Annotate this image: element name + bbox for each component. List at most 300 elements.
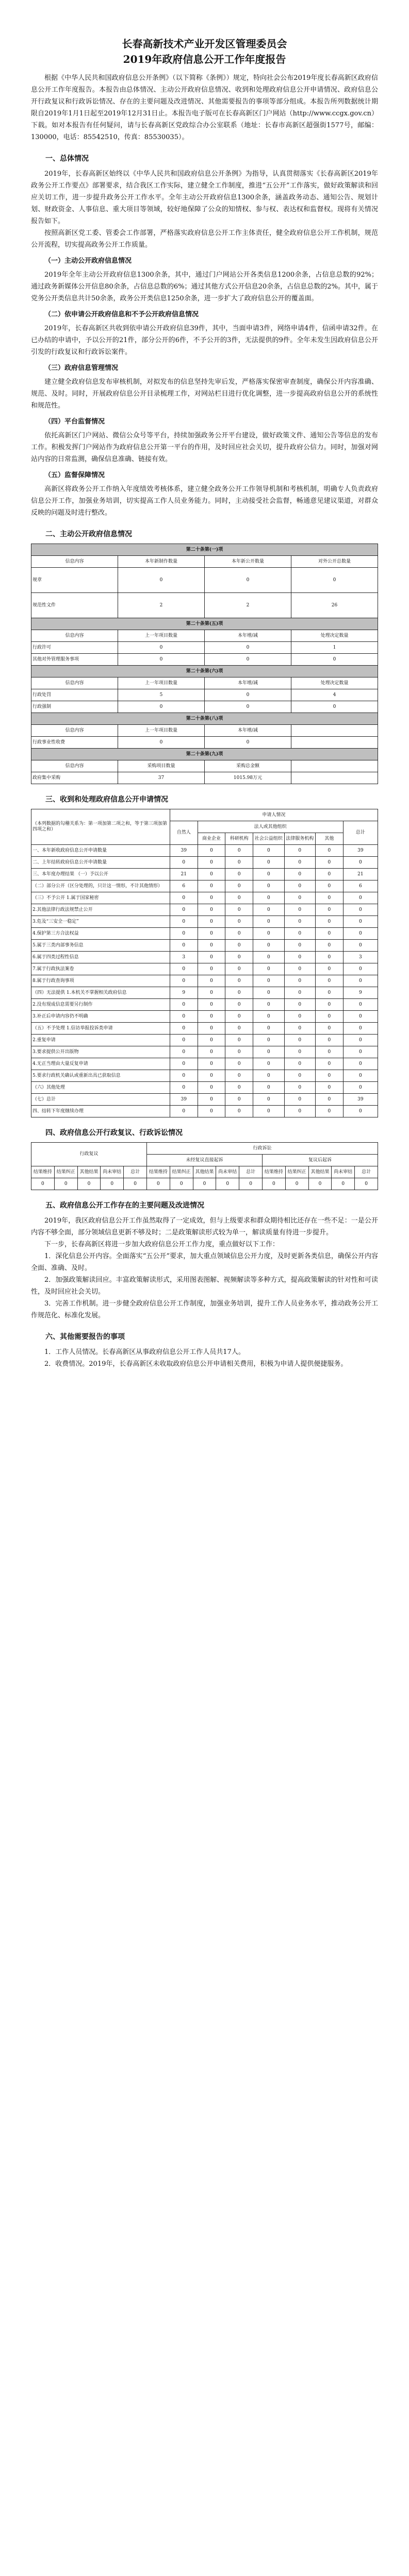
table-cell: 0 bbox=[170, 1058, 198, 1070]
table-cell: 0 bbox=[316, 999, 343, 1011]
table-cell: 0 bbox=[170, 975, 198, 987]
table-cell: 0 bbox=[198, 999, 225, 1011]
table-cell: 0 bbox=[284, 1023, 315, 1035]
table-cell: 0 bbox=[198, 1106, 225, 1117]
table-cell: 0 bbox=[343, 975, 378, 987]
table-cell: 0 bbox=[343, 1070, 378, 1082]
table-cell: 0 bbox=[284, 987, 315, 999]
table-cell: 0 bbox=[198, 940, 225, 952]
report-title-line2: 2019年政府信息公开工作年度报告 bbox=[123, 53, 286, 65]
table-col-head: 处理决定数量 bbox=[291, 677, 378, 689]
table-cell: 0 bbox=[225, 1058, 253, 1070]
section5-paragraph: 2．加强政策解读回应。丰富政策解读形式，采用图表图解、视频解读等多种方式，提高政策解读的针对性和可读性，及时回应社会关切。 bbox=[31, 1276, 378, 1296]
section1-sub-heading: （三）政府信息管理情况 bbox=[44, 364, 119, 372]
table-cell: 0 bbox=[343, 904, 378, 916]
table-row-label: 8.属于行政查询事项 bbox=[31, 975, 170, 987]
table-cell: 0 bbox=[343, 928, 378, 940]
table-cell: 0 bbox=[170, 1035, 198, 1046]
table-col-head: 采购总金额 bbox=[205, 760, 291, 772]
table-cell: 0 bbox=[170, 1082, 198, 1094]
table-cell: 0 bbox=[170, 916, 198, 928]
table-group-head: 第二十条第(六)项 bbox=[31, 666, 378, 677]
table-row bbox=[31, 904, 378, 916]
table-row bbox=[31, 869, 378, 880]
table-row bbox=[31, 1046, 378, 1058]
table-cell: 0 bbox=[316, 1082, 343, 1094]
table-col-head: 其他 bbox=[316, 833, 343, 845]
table-col-head: 总计 bbox=[355, 1166, 378, 1178]
table-cell: 0 bbox=[285, 1178, 308, 1190]
table-col-head: 尚未审结 bbox=[216, 1166, 239, 1178]
table-row bbox=[31, 1094, 378, 1106]
table-col-head: 社会公益组织 bbox=[253, 833, 284, 845]
table-col-head: 未经复议直接起诉 bbox=[146, 1155, 262, 1166]
table-cell: 0 bbox=[343, 940, 378, 952]
table-cell: 0 bbox=[284, 904, 315, 916]
section1-sub-text: 高新区将政务公开工作纳入年度绩效考核体系，建立健全政务公开工作领导机制和考核机制，明确专人负责政府信息公开工作，加强业务培训，切实提高工作人员业务能力。同时，主动接受社会监督，畅通意见建议渠道，对群众反映的问题及时进行整改。 bbox=[31, 485, 378, 517]
table-col-head: 法人或其他组织 bbox=[198, 821, 343, 833]
table-row-label: 2.其他法律行政法规禁止公开 bbox=[31, 904, 170, 916]
table-cell: 0 bbox=[225, 916, 253, 928]
table-cell: 0 bbox=[284, 1082, 315, 1094]
table-cell: 0 bbox=[198, 904, 225, 916]
table-row bbox=[31, 1023, 378, 1035]
table-col-head: 其他结果 bbox=[77, 1166, 101, 1178]
table-cell: 0 bbox=[198, 1094, 225, 1106]
table-cell: 0 bbox=[146, 1178, 170, 1190]
intro-paragraph: 根据《中华人民共和国政府信息公开条例》（以下简称《条例》）规定，特向社会公布2019年度长春高新区政府信息公开工作年度报告。本报告由总体情况、主动公开政府信息情况、收到和处理政府信息公开申请情况、政府信息公开行政复议和行政诉讼情况、存在的主要问题及改进情况、其他需要报告的事项等部分组成。本报告所列数据统计期限自2019年1月1日起至2019年12月31日止。本报告电子版可在长春高新区门户网站（http://www.ccgx.gov.cn）下载。如对本报告有任何疑问，请与长春高新区党政综合办公室联系（地址：长春市高新区超强街1577号，邮编：130000，电话：85542510，传真：85530035）。 bbox=[31, 74, 378, 141]
table-cell: 0 bbox=[316, 963, 343, 975]
table-col-head: 本年增/减 bbox=[205, 677, 291, 689]
table-cell: 9 bbox=[170, 987, 198, 999]
table-cell: 39 bbox=[170, 845, 198, 857]
table-col-head: 本年新公开数量 bbox=[205, 556, 291, 568]
table-row bbox=[31, 916, 378, 928]
table-row bbox=[31, 963, 378, 975]
table-row bbox=[31, 975, 378, 987]
section5-heading: 五、政府信息公开工作存在的主要问题及改进情况 bbox=[45, 1201, 204, 1210]
table-cell: 0 bbox=[170, 1011, 198, 1023]
table-row bbox=[31, 880, 378, 892]
table-cell: 0 bbox=[253, 963, 284, 975]
table-row-label: 2.重复申请 bbox=[31, 1035, 170, 1046]
table-cell: 0 bbox=[284, 1094, 315, 1106]
table-row-label: （六）其他处理 bbox=[31, 1082, 170, 1094]
table-row: 政府集中采购 37 1015.98万元 bbox=[31, 772, 378, 784]
table-cell: 0 bbox=[284, 1106, 315, 1117]
table-cell: 0 bbox=[316, 987, 343, 999]
table-cell: 21 bbox=[170, 869, 198, 880]
table-col-head: 结果维持 bbox=[31, 1166, 55, 1178]
table-cell: 0 bbox=[316, 904, 343, 916]
table-row-label: 4.保护第三方合法权益 bbox=[31, 928, 170, 940]
table-cell: 0 bbox=[225, 987, 253, 999]
table-cell: 0 bbox=[253, 928, 284, 940]
section1-sub-text: 建立健全政府信息发布审核机制，对拟发布的信息坚持先审后发，严格落实保密审查制度，确保公开内容准确、规范、及时。同时，开展政府信息公开目录梳理工作，对网站栏目进行优化调整，进一步提高政府信息公开的系统性和规范性。 bbox=[31, 378, 378, 410]
table-row: 行政强制 0 0 0 bbox=[31, 701, 378, 713]
table-row: 行政事业性收费 0 0 bbox=[31, 737, 378, 749]
table-cell: 0 bbox=[170, 1046, 198, 1058]
table-col-head: 法律服务机构 bbox=[284, 833, 315, 845]
table-cell: 0 bbox=[198, 1011, 225, 1023]
table-cell: 0 bbox=[253, 975, 284, 987]
section4-heading: 四、政府信息公开行政复议、行政诉讼情况 bbox=[45, 1129, 183, 1137]
table-col-head: 结果维持 bbox=[146, 1166, 170, 1178]
table-row bbox=[31, 892, 378, 904]
table-cell: 0 bbox=[193, 1178, 216, 1190]
table-col-head: 信息内容 bbox=[31, 556, 118, 568]
table-cell: 0 bbox=[316, 892, 343, 904]
table-cell: 0 bbox=[198, 1070, 225, 1082]
table-col-head: 其他结果 bbox=[308, 1166, 332, 1178]
table-cell: 0 bbox=[170, 857, 198, 869]
table-col-head: 本年增/减 bbox=[205, 630, 291, 642]
table-cell: 0 bbox=[170, 963, 198, 975]
table-cell: 0 bbox=[198, 1035, 225, 1046]
table-cell: 0 bbox=[198, 857, 225, 869]
table-cell: 0 bbox=[316, 1106, 343, 1117]
table-row bbox=[31, 845, 378, 857]
table-cell: 21 bbox=[343, 869, 378, 880]
application-handling-table bbox=[31, 809, 378, 1117]
table-row bbox=[31, 1011, 378, 1023]
table-row-label: 6.属于四类过程性信息 bbox=[31, 952, 170, 963]
table-col-head: 上一年项目数量 bbox=[118, 725, 205, 737]
table-cell: 0 bbox=[316, 975, 343, 987]
section5-paragraph: 3．完善工作机制。进一步健全政府信息公开工作制度，加强业务培训，提升工作人员业务水平，推动政务公开工作规范化、标准化发展。 bbox=[31, 1300, 378, 1319]
table-cell: 0 bbox=[284, 963, 315, 975]
table-cell: 0 bbox=[262, 1178, 285, 1190]
table-row-label: 3.要求提供公开出版物 bbox=[31, 1046, 170, 1058]
table-cell: 0 bbox=[284, 1035, 315, 1046]
table-col-head: 上一年项目数量 bbox=[118, 677, 205, 689]
table-cell: 0 bbox=[284, 1011, 315, 1023]
table-row-label: 5.属于三类内部事务信息 bbox=[31, 940, 170, 952]
table-col-head: 信息内容 bbox=[31, 725, 118, 737]
table-col-head: 尚未审结 bbox=[332, 1166, 355, 1178]
table-col-head: 结果纠正 bbox=[285, 1166, 308, 1178]
table-cell: 0 bbox=[284, 940, 315, 952]
table-cell: 0 bbox=[225, 880, 253, 892]
table-cell: 0 bbox=[198, 928, 225, 940]
table-cell: 0 bbox=[198, 987, 225, 999]
table-cell: 0 bbox=[253, 999, 284, 1011]
table-cell: 0 bbox=[343, 916, 378, 928]
table-col-head: 行政诉讼 bbox=[146, 1143, 378, 1155]
table-cell: 0 bbox=[253, 916, 284, 928]
table-cell: 0 bbox=[54, 1178, 77, 1190]
report-content bbox=[31, 36, 378, 1370]
table-row-label: 3.补正后申请内容仍不明确 bbox=[31, 1011, 170, 1023]
table-cell: 0 bbox=[253, 904, 284, 916]
table-cell: 0 bbox=[284, 928, 315, 940]
proactive-disclosure-table bbox=[31, 544, 378, 784]
table-cell: 0 bbox=[284, 845, 315, 857]
table-cell: 0 bbox=[225, 904, 253, 916]
table-cell: 6 bbox=[343, 880, 378, 892]
table-cell: 0 bbox=[225, 892, 253, 904]
table-col-head: 复议后起诉 bbox=[262, 1155, 378, 1166]
table-row bbox=[31, 857, 378, 869]
table-cell: 0 bbox=[225, 1023, 253, 1035]
table-cell: 0 bbox=[316, 1046, 343, 1058]
table-row bbox=[31, 987, 378, 999]
table-row bbox=[31, 1070, 378, 1082]
table-row-label: （二）部分公开（区分处理的，只计这一情形，不计其他情形） bbox=[31, 880, 170, 892]
table-cell: 9 bbox=[343, 987, 378, 999]
table-cell: 0 bbox=[170, 1106, 198, 1117]
table-col-head: 对外公开总数量 bbox=[291, 556, 378, 568]
table-cell: 0 bbox=[284, 975, 315, 987]
section1-sub-text: 依托高新区门户网站、微信公众号等平台，持续加强政务公开平台建设，做好政策文件、通知公告等信息的发布工作。积极发挥门户网站作为政府信息公开第一平台的作用，及时回应社会关切，提升政府公信力。同时，加强对网站内容的日常监测，确保信息准确、链接有效。 bbox=[31, 432, 378, 463]
table-cell: 0 bbox=[170, 1070, 198, 1082]
table-cell: 0 bbox=[316, 845, 343, 857]
table-cell: 0 bbox=[253, 1070, 284, 1082]
table-cell: 0 bbox=[284, 999, 315, 1011]
table-cell: 0 bbox=[170, 1178, 193, 1190]
table-cell: 6 bbox=[170, 880, 198, 892]
table-cell: 0 bbox=[170, 928, 198, 940]
table-cell: 0 bbox=[225, 1035, 253, 1046]
table-cell: 0 bbox=[253, 1082, 284, 1094]
table-cell: 0 bbox=[225, 845, 253, 857]
section1-sub-heading: （五）监督保障情况 bbox=[44, 471, 105, 479]
table-cell: 0 bbox=[343, 999, 378, 1011]
table-cell: 0 bbox=[253, 1046, 284, 1058]
table-cell: 39 bbox=[343, 845, 378, 857]
table-row-label: （七）总计 bbox=[31, 1094, 170, 1106]
table-group-head: 第二十条第(一)项 bbox=[31, 544, 378, 556]
section1-sub-text: 2019年全年主动公开政府信息1300余条，其中，通过门户网站公开各类信息1200余条，占信息总数的92%；通过政务新媒体公开信息80余条，占信息总数的6%；通过其他方式公开信息20余条，占信息总数的2%。其中，属于党务公开类信息共计50余条，政务公开类信息1250余条，进一步扩大了政府信息公开的覆盖面。 bbox=[31, 271, 378, 302]
section1-sub-text: 2019年，长春高新区共收到依申请公开政府信息39件，其中，当面申请3件，网络申请4件，信函申请32件。在已办结的申请中，予以公开的21件，部分公开的6件，不予公开的3件，无法提供的9件。全年未发生因政府信息公开引发的行政复议和行政诉讼案件。 bbox=[31, 325, 378, 356]
section1-paragraph: 按照高新区党工委、管委会工作部署，严格落实政府信息公开工作主体责任，健全政府信息公开工作机制，规范公开流程，切实提高政务公开工作质量。 bbox=[31, 229, 378, 249]
table-col-head: 行政复议 bbox=[31, 1143, 147, 1166]
table-row-label: 二、上年结转政府信息公开申请数量 bbox=[31, 857, 170, 869]
table-row-label: （三）不予公开 1.属于国家秘密 bbox=[31, 892, 170, 904]
table-cell: 0 bbox=[225, 952, 253, 963]
table-col-head bbox=[291, 725, 378, 737]
table-cell: 0 bbox=[170, 892, 198, 904]
table-cell: 0 bbox=[316, 940, 343, 952]
table-row: 行政许可 0 0 1 bbox=[31, 642, 378, 654]
table-col-head: 科研机构 bbox=[225, 833, 253, 845]
table-col-head: 信息内容 bbox=[31, 677, 118, 689]
table-cell: 0 bbox=[198, 845, 225, 857]
table-row bbox=[31, 1035, 378, 1046]
table-cell: 0 bbox=[253, 1058, 284, 1070]
table-row bbox=[31, 940, 378, 952]
table-col-head bbox=[291, 760, 378, 772]
section5-paragraph: 下一步，长春高新区将进一步加大政府信息公开工作力度，重点做好以下工作： bbox=[44, 1241, 280, 1248]
table-row: 行政处罚 5 0 4 bbox=[31, 689, 378, 701]
table-group-head: 第二十条第(五)项 bbox=[31, 618, 378, 630]
table-cell: 0 bbox=[316, 1058, 343, 1070]
table-cell: 0 bbox=[31, 1178, 55, 1190]
section6-paragraph: 2．收费情况。2019年，长春高新区未收取政府信息公开申请相关费用，积极为申请人提供便捷服务。 bbox=[44, 1360, 348, 1368]
table-cell: 0 bbox=[284, 952, 315, 963]
section3-heading: 三、收到和处理政府信息公开申请情况 bbox=[45, 795, 168, 804]
table-cell: 0 bbox=[316, 916, 343, 928]
table-cell: 0 bbox=[316, 1094, 343, 1106]
table-cell: 0 bbox=[316, 869, 343, 880]
table-col-head: 自然人 bbox=[170, 821, 198, 845]
table-col-head: 本年新制作数量 bbox=[118, 556, 205, 568]
table-cell: 0 bbox=[284, 1058, 315, 1070]
table-cell: 0 bbox=[316, 880, 343, 892]
table-cell: 0 bbox=[343, 1011, 378, 1023]
table-cell: 0 bbox=[253, 987, 284, 999]
table-cell: 0 bbox=[170, 904, 198, 916]
table-col-head: 其他结果 bbox=[193, 1166, 216, 1178]
table-cell: 0 bbox=[225, 999, 253, 1011]
table-cell: 0 bbox=[198, 952, 225, 963]
table-cell: 0 bbox=[198, 916, 225, 928]
table-cell: 0 bbox=[284, 857, 315, 869]
table-cell: 0 bbox=[355, 1178, 378, 1190]
table-cell: 39 bbox=[170, 1094, 198, 1106]
table-cell: 0 bbox=[253, 857, 284, 869]
table-cell: 0 bbox=[253, 1011, 284, 1023]
table-row-label: 3.危及“三安全一稳定” bbox=[31, 916, 170, 928]
table-cell: 0 bbox=[343, 1082, 378, 1094]
table-cell: 0 bbox=[343, 857, 378, 869]
section1-sub-heading: （二）依申请公开政府信息和不予公开政府信息情况 bbox=[44, 311, 199, 318]
table-cell: 0 bbox=[198, 963, 225, 975]
table-cell: 0 bbox=[343, 892, 378, 904]
table-col-head: 结果纠正 bbox=[54, 1166, 77, 1178]
table-row-label: 7.属于行政执法案卷 bbox=[31, 963, 170, 975]
review-litigation-table bbox=[31, 1142, 378, 1190]
table-col-head: 信息内容 bbox=[31, 760, 118, 772]
table-cell: 0 bbox=[225, 1070, 253, 1082]
table-cell: 0 bbox=[332, 1178, 355, 1190]
table-cell: 0 bbox=[225, 1011, 253, 1023]
table-col-head: 商业企业 bbox=[198, 833, 225, 845]
table-row bbox=[31, 1178, 378, 1190]
table-row-label: 一、本年新收政府信息公开申请数量 bbox=[31, 845, 170, 857]
table-col-head: 结果纠正 bbox=[170, 1166, 193, 1178]
table-cell: 0 bbox=[253, 1035, 284, 1046]
table-row bbox=[31, 1082, 378, 1094]
table-cell: 0 bbox=[198, 1046, 225, 1058]
table-cell: 0 bbox=[343, 1106, 378, 1117]
table-cell: 0 bbox=[316, 952, 343, 963]
table-cell: 0 bbox=[124, 1178, 147, 1190]
section6-paragraph: 1．工作人员情况。长春高新区从事政府信息公开工作人员共17人。 bbox=[44, 1348, 245, 1356]
table-cell: 0 bbox=[225, 869, 253, 880]
table-cell: 0 bbox=[225, 1046, 253, 1058]
table-col-head: 总计 bbox=[343, 821, 378, 845]
table-cell: 0 bbox=[225, 940, 253, 952]
table-group-head: 第二十条第(九)项 bbox=[31, 749, 378, 760]
table-cell: 0 bbox=[284, 880, 315, 892]
table-cell: 0 bbox=[198, 1023, 225, 1035]
section1-sub-heading: （四）平台监督情况 bbox=[44, 418, 105, 426]
table-row-label: 2.没有现成信息需要另行制作 bbox=[31, 999, 170, 1011]
table-row bbox=[31, 1058, 378, 1070]
table-row bbox=[31, 952, 378, 963]
table-cell: 0 bbox=[343, 1058, 378, 1070]
table-cell: 0 bbox=[198, 1058, 225, 1070]
section6-heading: 六、其他需要报告的事项 bbox=[45, 1333, 125, 1341]
table-cell: 0 bbox=[239, 1178, 263, 1190]
table-cell: 0 bbox=[253, 845, 284, 857]
table-col-head: 申请人情况 bbox=[170, 809, 378, 821]
table-row-label: （五）不予处理 1.信访举报投诉类申请 bbox=[31, 1023, 170, 1035]
table-row bbox=[31, 999, 378, 1011]
table-cell: 0 bbox=[316, 1023, 343, 1035]
report-title-line1: 长春高新技术产业开发区管理委员会 bbox=[122, 38, 287, 50]
table-cell: 0 bbox=[343, 1046, 378, 1058]
table-cell: 0 bbox=[216, 1178, 239, 1190]
table-cell: 0 bbox=[225, 1094, 253, 1106]
table-cell: 0 bbox=[253, 1106, 284, 1117]
table-cell: 0 bbox=[225, 1082, 253, 1094]
table-group-head: 第二十条第(八)项 bbox=[31, 713, 378, 725]
table-cell: 0 bbox=[343, 963, 378, 975]
table-cell: 0 bbox=[253, 892, 284, 904]
table-cell: 3 bbox=[343, 952, 378, 963]
table-cell: 0 bbox=[198, 869, 225, 880]
table-cell: 0 bbox=[316, 928, 343, 940]
table-cell: 0 bbox=[198, 892, 225, 904]
table-row: 规章 0 0 0 bbox=[31, 568, 378, 593]
section5-paragraph: 2019年，我区政府信息公开工作虽然取得了一定成效，但与上级要求和群众期待相比还存在一些不足：一是公开内容不够全面，部分领域信息更新不够及时；二是政策解读形式较为单一，解读质量有待进一步提升。 bbox=[31, 1217, 378, 1236]
table-cell: 0 bbox=[284, 916, 315, 928]
table-col-head: 本年增/减 bbox=[205, 725, 291, 737]
table-cell: 0 bbox=[101, 1178, 124, 1190]
table-cell: 0 bbox=[316, 857, 343, 869]
table-col-head: 采购项目数量 bbox=[118, 760, 205, 772]
table-cell: 0 bbox=[308, 1178, 332, 1190]
table-cell: 0 bbox=[253, 880, 284, 892]
table-cell: 0 bbox=[316, 1070, 343, 1082]
section1-heading: 一、总体情况 bbox=[45, 155, 89, 163]
table-cell: 0 bbox=[225, 857, 253, 869]
table-cell: 0 bbox=[198, 880, 225, 892]
table-row-label: 三、本年度办理结果 （一）予以公开 bbox=[31, 869, 170, 880]
table-cell: 0 bbox=[284, 869, 315, 880]
table-row-label: （四）无法提供 1.本机关不掌握相关政府信息 bbox=[31, 987, 170, 999]
section2-heading: 二、主动公开政府信息情况 bbox=[45, 530, 132, 538]
table-row-label: 5.要求行政机关确认或重新出具已获取信息 bbox=[31, 1070, 170, 1082]
section1-paragraph: 2019年，长春高新区始终以《中华人民共和国政府信息公开条例》为指导，认真贯彻落实《长春高新区2019年政务公开工作要点》部署要求，结合我区工作实际，建立健全工作制度，推进“五公开”工作落实，做好政策解读和回应关切工作，进一步提升政务公开工作水平。全年主动公开政府信息1300余条，涵盖政务动态、通知公告、规划计划、财政资金、人事信息、重大项目等领域，较好地保障了公众的知情权、参与权、表达权和监督权。现将有关情况报告如下。 bbox=[31, 170, 378, 225]
table-cell: 3 bbox=[170, 952, 198, 963]
table-cell: 0 bbox=[198, 975, 225, 987]
table-cell: 0 bbox=[225, 928, 253, 940]
table-cell: 0 bbox=[343, 1035, 378, 1046]
table-cell: 0 bbox=[225, 975, 253, 987]
table-cell: 39 bbox=[343, 1094, 378, 1106]
table-row bbox=[31, 928, 378, 940]
table-cell: 0 bbox=[284, 892, 315, 904]
section1-sub-heading: （一）主动公开政府信息情况 bbox=[44, 257, 132, 265]
table-cell: 0 bbox=[284, 1070, 315, 1082]
table-row-label: 四、结转下年度继续办理 bbox=[31, 1106, 170, 1117]
table-cell: 0 bbox=[253, 952, 284, 963]
section5-paragraph: 1．深化信息公开内容。全面落实“五公开”要求，加大重点领域信息公开力度，及时更新各类信息，确保公开内容全面、准确、及时。 bbox=[31, 1252, 378, 1272]
table-cell: 0 bbox=[198, 1082, 225, 1094]
table-cell: 0 bbox=[253, 940, 284, 952]
table-cell: 0 bbox=[316, 1011, 343, 1023]
table-cell: 0 bbox=[170, 1023, 198, 1035]
table-col-head: 总计 bbox=[124, 1166, 147, 1178]
table-cell: 0 bbox=[170, 999, 198, 1011]
table-col-head: 结果维持 bbox=[262, 1166, 285, 1178]
table-cell: 0 bbox=[225, 1106, 253, 1117]
table-row: 其他对外管理服务事项 0 0 0 bbox=[31, 654, 378, 666]
table-cell: 0 bbox=[343, 1023, 378, 1035]
